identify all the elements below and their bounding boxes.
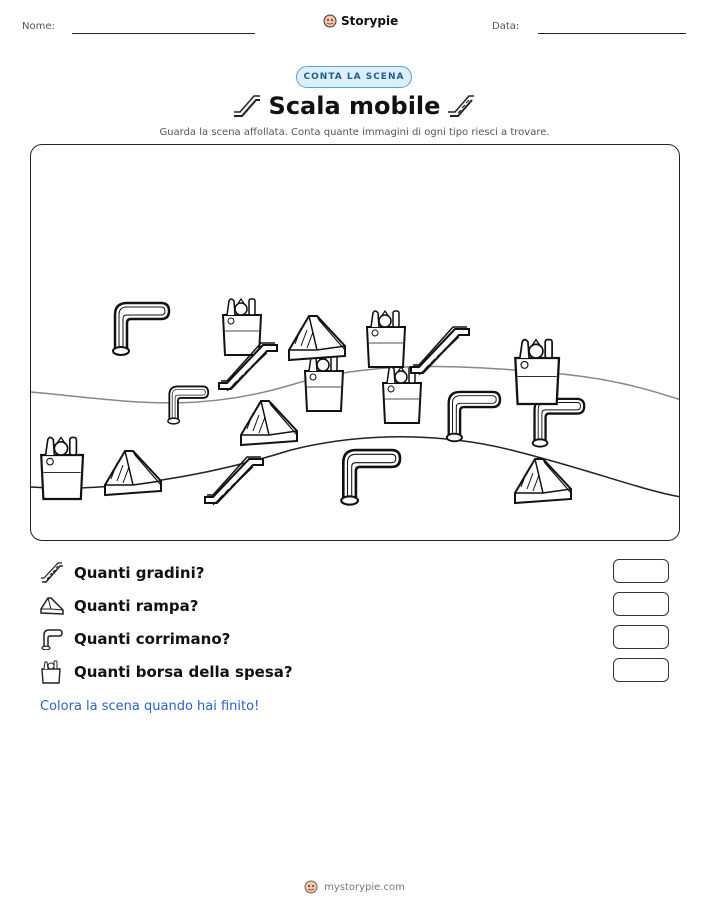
scene-illustration xyxy=(31,145,680,541)
question-row-steps xyxy=(40,560,204,586)
brand-logo xyxy=(323,14,398,28)
coloring-note: Colora la scena quando hai finito! xyxy=(40,699,260,714)
shopping-bag-item xyxy=(367,311,405,367)
footer xyxy=(0,880,709,894)
question-label: Quanti borsa della spesa? xyxy=(74,663,293,681)
question-label: Quanti gradini? xyxy=(74,564,205,582)
handrail-icon xyxy=(40,628,64,650)
date-label: Data: xyxy=(492,21,520,32)
instructions: Guarda la scena affollata. Conta quante immagini di ogni tipo riesci a trovare. xyxy=(159,127,550,138)
shopping-bag-icon xyxy=(40,660,64,684)
date-line xyxy=(538,33,686,34)
ramp-item xyxy=(241,401,297,445)
question-label: Quanti corrimano? xyxy=(74,630,231,648)
shopping-bag-item xyxy=(383,367,421,423)
question-row-bag xyxy=(40,659,293,685)
activity-badge: CONTA LA SCENA xyxy=(296,66,412,88)
answer-box-ramp[interactable] xyxy=(613,592,669,616)
handrail-item xyxy=(447,392,500,441)
handrail-item xyxy=(113,303,169,355)
question-row-handrail xyxy=(40,626,230,652)
shopping-bag-item xyxy=(515,340,559,404)
shopping-bag-item xyxy=(305,355,343,411)
question-row-ramp xyxy=(40,593,198,619)
footer-site: mystorypie.com xyxy=(324,881,405,893)
escalator-steps-icon xyxy=(40,562,64,584)
ramp-icon xyxy=(40,595,64,617)
handrail-item xyxy=(341,450,400,505)
escalator-title-icon-right xyxy=(446,92,476,120)
handrail-item xyxy=(533,399,585,447)
ramp-item xyxy=(289,316,345,360)
name-label: Nome: xyxy=(22,21,55,32)
answer-box-steps[interactable] xyxy=(613,559,669,583)
escalator-item xyxy=(205,457,263,505)
ramp-item xyxy=(515,459,571,503)
answer-box-handrail[interactable] xyxy=(613,625,669,649)
brand-name: Storypie xyxy=(341,14,399,28)
question-label: Quanti rampa? xyxy=(74,597,199,615)
ramp-item xyxy=(105,451,161,495)
answer-box-bag[interactable] xyxy=(613,658,669,682)
shopping-bag-item xyxy=(223,299,261,355)
name-line xyxy=(72,33,255,34)
handrail-item xyxy=(168,386,208,423)
page-title: Scala mobile xyxy=(268,92,441,120)
storypie-mascot-icon xyxy=(323,14,337,28)
storypie-mascot-icon xyxy=(304,880,318,894)
counting-scene xyxy=(30,144,680,541)
shopping-bag-item xyxy=(41,437,83,499)
